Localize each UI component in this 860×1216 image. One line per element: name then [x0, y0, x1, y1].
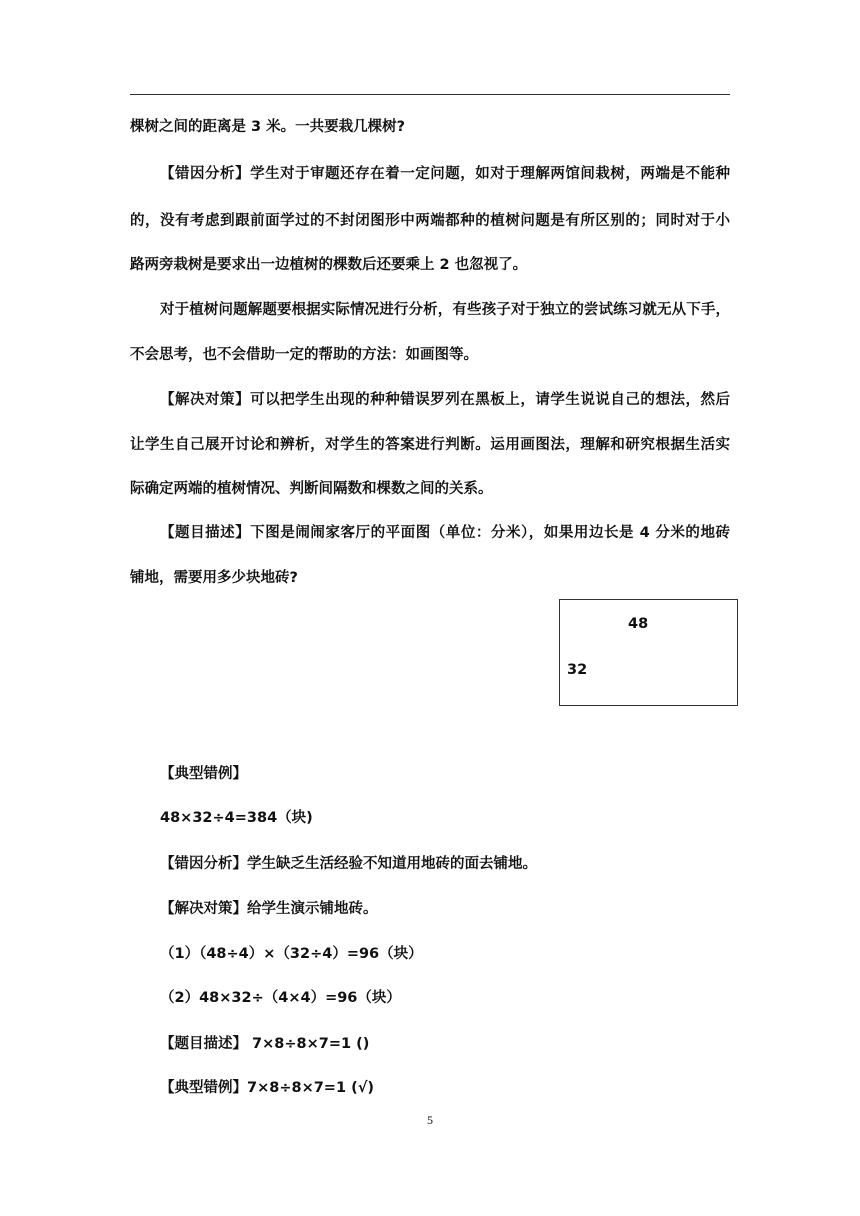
text-line: 棵树之间的距离是 3 米。一共要栽几棵树?: [130, 119, 406, 135]
text-line: 的，没有考虑到跟前面学过的不封闭图形中两端都种的植树问题是有所区别的；同时对于小: [130, 213, 730, 229]
text-line: 对于植树问题解题要根据实际情况进行分析，有些孩子对于独立的尝试练习就无从下手，: [160, 302, 730, 318]
text-line: 【典型错例】: [160, 766, 247, 782]
text-line: （2）48×32÷（4×4）=96（块）: [160, 990, 401, 1006]
text-line: 【解决对策】可以把学生出现的种种错误罗列在黑板上，请学生说说自己的想法，然后: [160, 392, 730, 408]
text-line: 【错因分析】学生对于审题还存在着一定问题，如对于理解两馆间栽树，两端是不能种: [160, 166, 730, 182]
width-label: 48: [628, 616, 649, 632]
living-room-floor-plan: [559, 599, 738, 706]
text-line: 让学生自己展开讨论和辨析，对学生的答案进行判断。运用画图法，理解和研究根据生活实: [130, 437, 730, 453]
text-line: （1）（48÷4）×（32÷4）=96（块）: [160, 946, 423, 962]
height-label: 32: [567, 662, 588, 678]
text-line: 【题目描述】下图是闹闹家客厅的平面图（单位：分米），如果用边长是 4 分米的地砖: [160, 525, 730, 541]
page-number: 5: [427, 1113, 433, 1127]
text-line: 48×32÷4=384（块): [160, 810, 313, 826]
text-line: 路两旁栽树是要求出一边植树的棵数后还要乘上 2 也忽视了。: [130, 257, 528, 273]
text-line: 【错因分析】学生缺乏生活经验不知道用地砖的面去铺地。: [160, 856, 537, 872]
text-line: 铺地，需要用多少块地砖?: [130, 570, 298, 586]
text-line: 【题目描述】 7×8÷8×7=1 (): [160, 1036, 370, 1052]
header-rule: [130, 94, 730, 95]
text-line: 不会思考，也不会借助一定的帮助的方法：如画图等。: [130, 347, 478, 363]
text-line: 【典型错例】7×8÷8×7=1 (√): [160, 1080, 375, 1096]
text-line: 【解决对策】给学生演示铺地砖。: [160, 901, 378, 917]
text-line: 际确定两端的植树情况、判断间隔数和棵数之间的关系。: [130, 481, 493, 497]
